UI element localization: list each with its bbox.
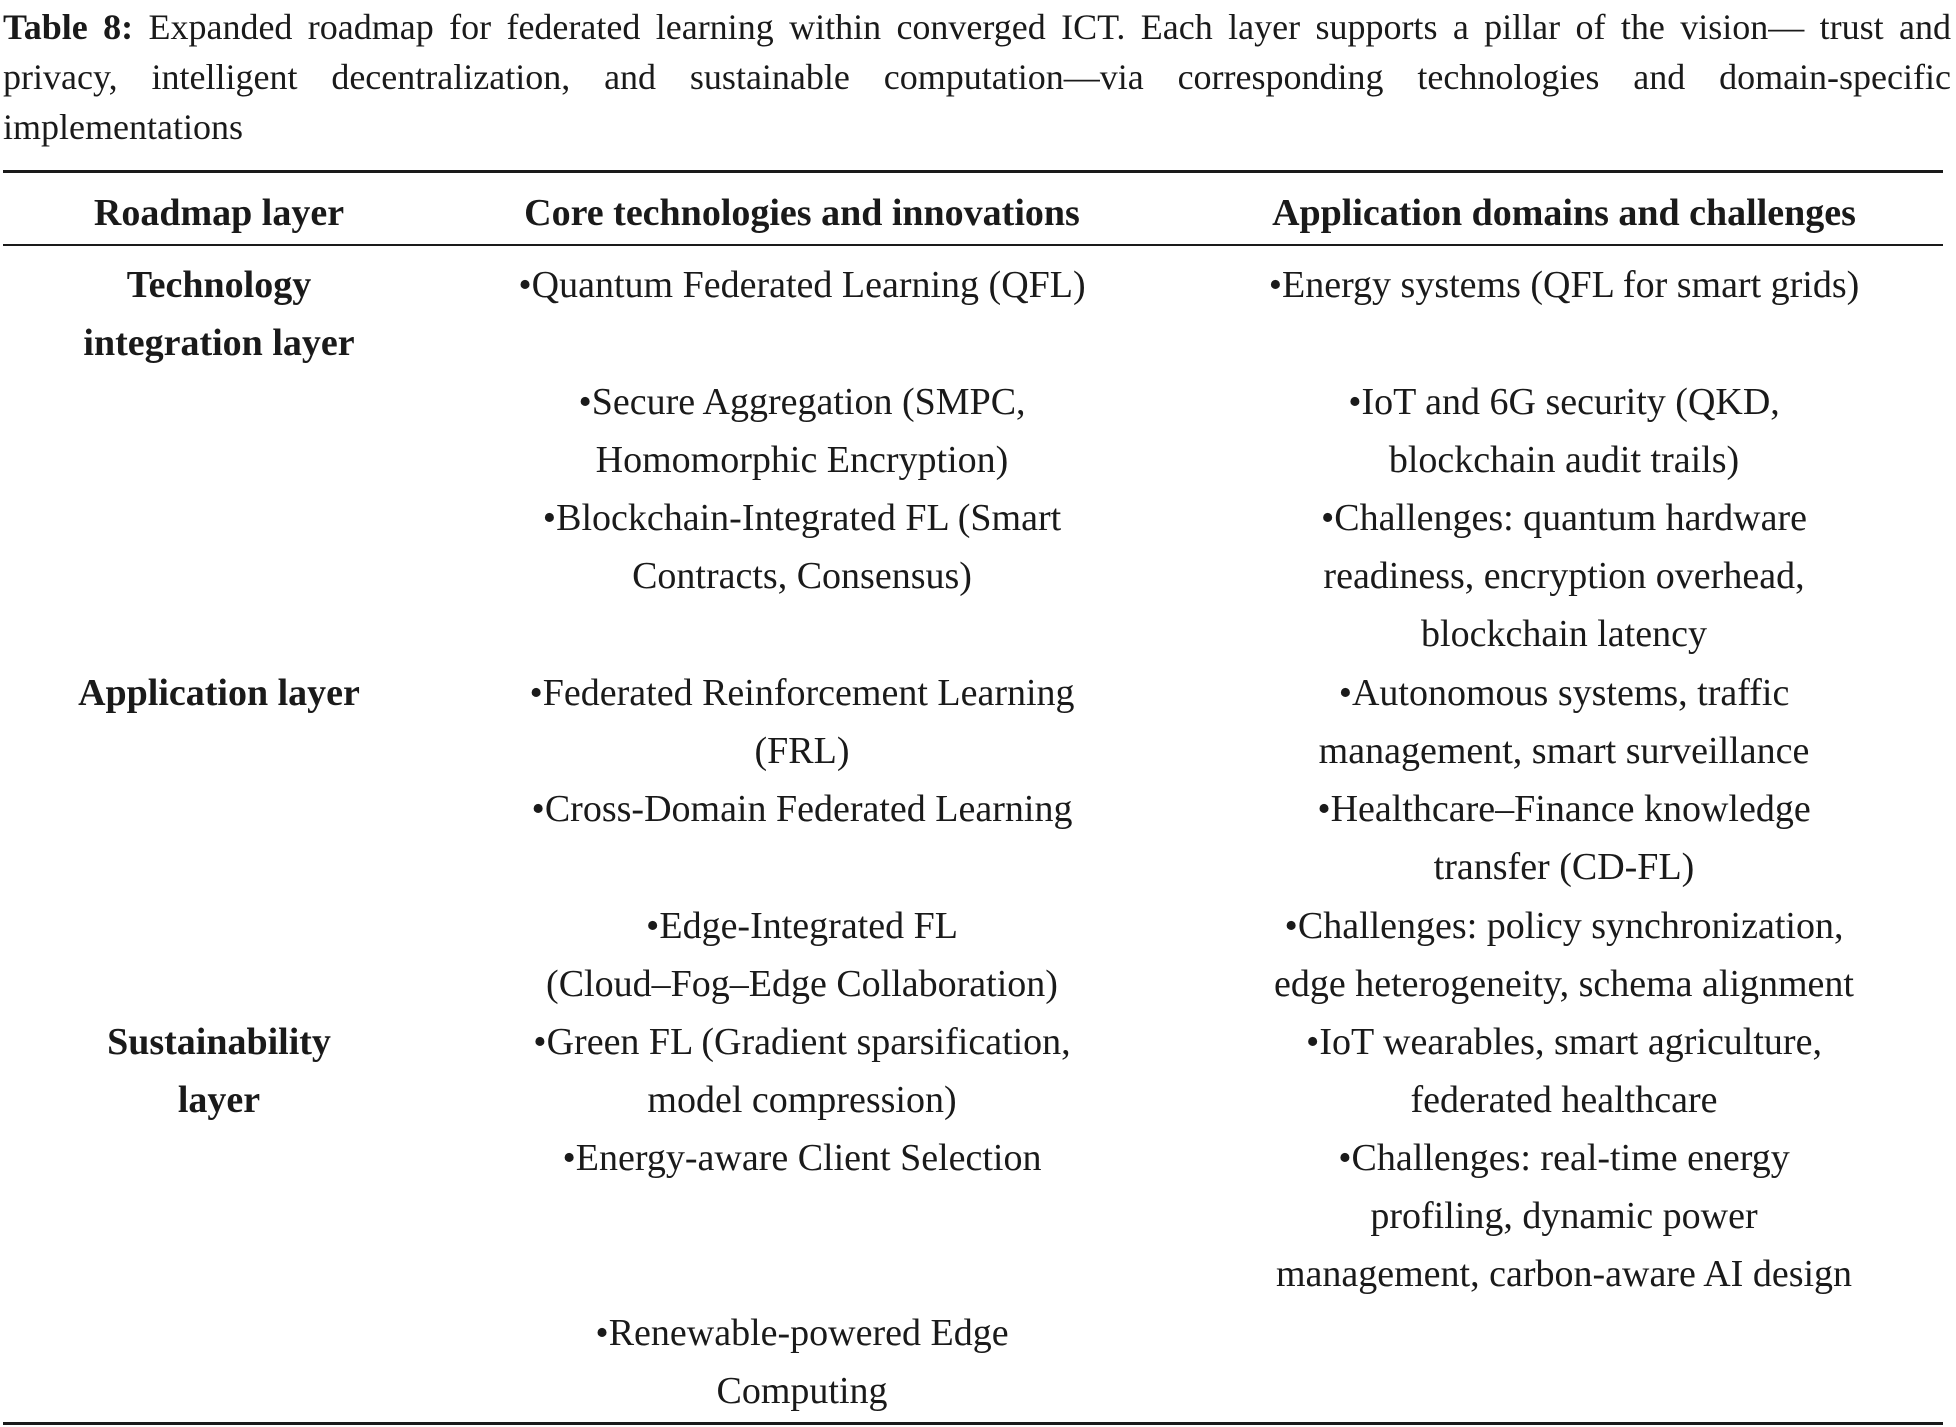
app-iot-6g-security-1: •IoT and 6G security (QKD, bbox=[1348, 381, 1780, 423]
core-secure-aggregation-2: Homomorphic Encryption) bbox=[595, 439, 1009, 481]
app-challenges-technology-3: blockchain latency bbox=[1421, 613, 1707, 655]
app-challenges-sustainability-2: profiling, dynamic power bbox=[1370, 1195, 1758, 1237]
app-autonomous-systems-2: management, smart surveillance bbox=[1318, 730, 1810, 772]
app-iot-wearables-1: •IoT wearables, smart agriculture, bbox=[1306, 1021, 1822, 1063]
layer-technology-line2: integration layer bbox=[83, 322, 355, 364]
caption-text-1: Expanded roadmap for federated learning within converged ICT. Each layer supports a pillar of the vision— bbox=[148, 7, 1805, 47]
core-edge-fl-2: (Cloud–Fog–Edge Collaboration) bbox=[546, 963, 1058, 1005]
app-iot-6g-security-2: blockchain audit trails) bbox=[1388, 439, 1740, 481]
app-challenges-technology-2: readiness, encryption overhead, bbox=[1323, 555, 1805, 597]
layer-application-line1: Application layer bbox=[78, 672, 360, 714]
caption-text-2: trust and privacy, intelligent decentralization, and sustainable computation—via corresponding technologies and bbox=[3, 7, 1952, 97]
app-challenges-sustainability-1: •Challenges: real-time energy bbox=[1338, 1137, 1790, 1179]
table-top-rule bbox=[3, 170, 1943, 173]
caption-text-3: domain-specific implementations bbox=[3, 57, 1951, 147]
core-blockchain-fl-2: Contracts, Consensus) bbox=[632, 555, 972, 597]
app-healthcare-finance-2: transfer (CD-FL) bbox=[1433, 846, 1695, 888]
app-autonomous-systems-1: •Autonomous systems, traffic bbox=[1338, 672, 1790, 714]
core-frl-2: (FRL) bbox=[754, 730, 850, 772]
caption-label: Table 8: bbox=[3, 7, 134, 47]
layer-sustainability-line2: layer bbox=[177, 1079, 261, 1121]
core-qfl: •Quantum Federated Learning (QFL) bbox=[518, 264, 1086, 306]
core-secure-aggregation-1: •Secure Aggregation (SMPC, bbox=[578, 381, 1026, 423]
app-challenges-application-2: edge heterogeneity, schema alignment bbox=[1274, 963, 1854, 1005]
app-energy-systems: •Energy systems (QFL for smart grids) bbox=[1268, 264, 1860, 306]
app-challenges-sustainability-3: management, carbon-aware AI design bbox=[1275, 1253, 1853, 1295]
core-renewable-edge-1: •Renewable-powered Edge bbox=[595, 1312, 1009, 1354]
layer-technology-line1: Technology bbox=[126, 264, 312, 306]
header-roadmap-layer: Roadmap layer bbox=[93, 192, 345, 234]
app-iot-wearables-2: federated healthcare bbox=[1410, 1079, 1718, 1121]
core-green-fl-1: •Green FL (Gradient sparsification, bbox=[533, 1021, 1071, 1063]
table-header-rule bbox=[3, 244, 1943, 246]
core-green-fl-2: model compression) bbox=[647, 1079, 957, 1121]
app-challenges-technology-1: •Challenges: quantum hardware bbox=[1320, 497, 1808, 539]
core-cross-domain-fl: •Cross-Domain Federated Learning bbox=[531, 788, 1073, 830]
core-frl-1: •Federated Reinforcement Learning bbox=[529, 672, 1075, 714]
header-core-technologies: Core technologies and innovations bbox=[524, 192, 1080, 234]
core-energy-aware-selection: •Energy-aware Client Selection bbox=[562, 1137, 1042, 1179]
core-edge-fl-1: •Edge-Integrated FL bbox=[646, 905, 958, 947]
app-healthcare-finance-1: •Healthcare–Finance knowledge bbox=[1317, 788, 1811, 830]
core-renewable-edge-2: Computing bbox=[716, 1370, 888, 1412]
table-caption bbox=[3, 2, 1951, 152]
layer-sustainability-line1: Sustainability bbox=[107, 1021, 331, 1063]
table-bottom-rule bbox=[3, 1422, 1943, 1425]
header-application-domains: Application domains and challenges bbox=[1272, 192, 1856, 234]
app-challenges-application-1: •Challenges: policy synchronization, bbox=[1284, 905, 1844, 947]
core-blockchain-fl-1: •Blockchain-Integrated FL (Smart bbox=[542, 497, 1062, 539]
